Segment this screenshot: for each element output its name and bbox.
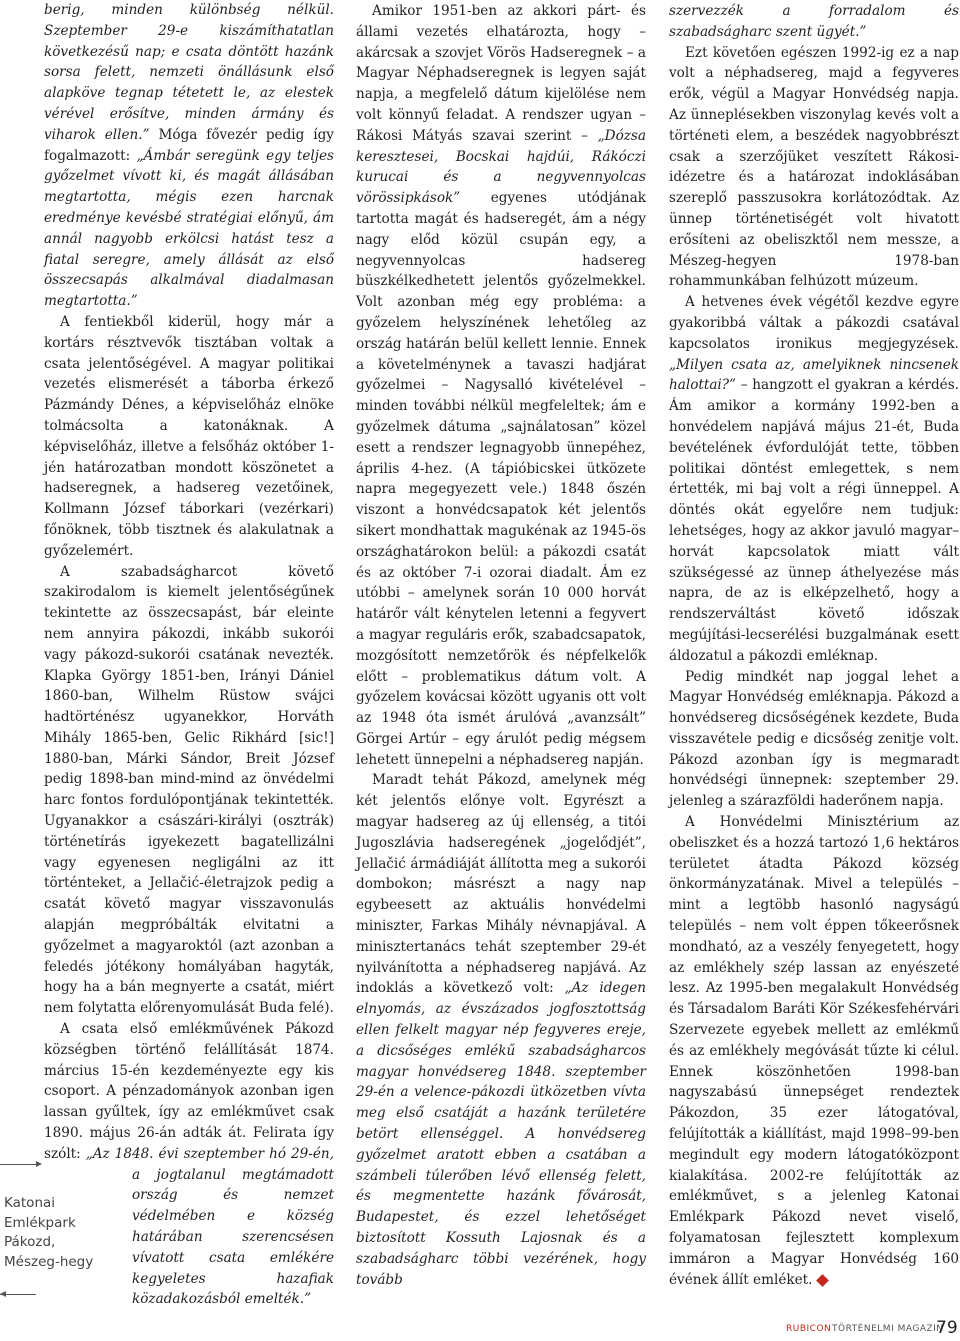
body-text: Amikor 1951-ben az akkori párt- és állami vezetés elhatározta, hogy – akárcsak a szovjet Vörös Hadseregnek – a Magyar Néphadseregnek is legyen saját napja, a megfelelő dátum kijelölése nem volt könnyű feladat. A rendszer ugyan – Rákosi Mátyás szavai szerint – [356, 3, 646, 144]
caption-line: Pákozd, [4, 1234, 56, 1250]
inscription-quote: „Az 1848. évi szeptember hó 29-én, a jogtalanul megtámadott ország és nemzet védelmében e község határában szerencsésen vívatott csata emlékére kegyeletes hazafiak közadakozásból emelték.” [85, 1145, 334, 1308]
body-text: A Honvédelmi Minisztérium az obeliszket és a hozzá tartozó 1,6 hektáros területet átadta Pákozd község önkormányzatának. Mivel a település – mint a legtöbb hasonló nagyságú település – nem volt éppen tőkeerősnek mondható, az a veszély fenyegetett, hogy az emlékhely szép lassan az enyészeté lesz. Az 1995-ben megalakult Honvédség és Társadalom Baráti Kör Székesfehérvári Szervezete egyebek mellett az emlékmű és az emlékhely megóvását tűzte ki célul. Ennek köszönhetően 1998-ban nagyszabású ünnepséget rendeztek Pákozdon, 35 ezer látogatóval, felújították a kiállítást, majd 1998–99-ben megindult egy modern látogatóközpont kialakítása. 2002-re felújították az emlékművet, s a jelenleg Katonai Emlékpark Pákozd nevet viselő, folyamatosan fejlesztett komplexum immáron a Magyar Honvédség 160 évének állít emléket. [669, 814, 959, 1288]
body-text: A hetvenes évek végétől kezdve egyre gyakoribbá váltak a pákozdi csatával kapcsolatos ironikus megjegyzések. [669, 294, 959, 352]
body-text: A csata első emlékművének Pákozd községben történő felállítását 1874. március 15-én kezdeményezte egy kis csoport. A pénzadományok azonban igen lassan gyűltek, így az emlékművet csak 1890. május 26-án adták át. Felirata így szólt: [44, 1021, 334, 1162]
body-text: egyenes utódjának tartotta magát és hadseregét, ám a négy nagy előd közül csupán egy, a negyvennyolcas hadsereg büszkélkedhetett jelentős győzelmekkel. Volt azonban még egy probléma: a győzelem helyszínének lehetőleg az ország határán belül kellett lennie. Ennek a követelménynek a tavaszi hadjárat győzelmei – Nagysalló kivételével – minden további nélkül megfeleltek; ám e győzelmek dátuma „sajnálatosan” közel esett a rendszer legnagyobb ünnepéhez, április 4-hez. (A tápióbicskei ütközete napra megegyezett vele.) 1848 őszén viszont a honvédcsapatok két jelentős sikert mondhattak magukénak az 1945-ös országhatárokon belül: a pákozdi csatát és az október 7-i ozorai diadalt. Ám ez utóbbi – amelynek során 10 000 horvát határőr vált kénytelen letenni a fegyvert a magyar reguláris erők, szabadcsapatok, mozgósított nemzetőrök és népfelkelők előtt – problematikus dátum volt. A győzelem kovácsai között ugyanis ott volt az 1948 óta ismét árulóvá „avanzsált” Görgei Artúr – egy árulót pedig mégsem lehetett ünnepelni a néphadsereg napján. [356, 190, 646, 768]
body-text: – hangzott el gyakran a kérdés. Ám amikor a kormány 1992-ben a honvédelem napjává május 21-ét, Buda bevételének évfordulóját tette, többen politikai döntést emlegettek, s nem értették, mi baj volt a régi ünneppel. A döntés okát egyelőre nem tudjuk: lehetséges, hogy az akkor javuló magyar–horvát kapcsolatok miatt vált szükségessé az ünnep áthelyezése más napra, de az is elképzelhető, hogy a rendszerváltást követő időszak megújítási-lecserélési buzgalmának esett áldozatul a pákozdi emléknap. [669, 377, 959, 664]
body-text: Maradt tehát Pákozd, amelynek még két jelentős előnye volt. Egyrészt a magyar hadsereg az új ellenség, a titói Jugoszlávia hadseregének „jogelődjét”, Jellačić ármádiáját állította meg a sukorói dombokon; másrészt a nagy nap egybeesett az aktuális honvédelmi miniszter, Farkas Mihály névnapjával. A minisztertanács tehát szeptember 29-ét nyilvánította a néphadsereg napjává. Az indoklás a következő volt: [356, 772, 646, 997]
magazine-name: TÖRTÉNELMI MAGAZIN [832, 1324, 944, 1334]
quote-text: berig, minden különbség nélkül. Szeptember 29-e kiszámíthatatlan következésű nap; e csata döntött hazánk sorsa felett, nemzeti önállásunk első alapköve tegnap tétetett le, az elestek vérével erősítve, minden ármány és viharok ellen.” [44, 2, 334, 143]
paragraph [669, 292, 959, 666]
paragraph [356, 770, 646, 1290]
image-caption [4, 1160, 114, 1282]
paragraph [669, 812, 959, 1290]
caption-line: Emlékpark [4, 1214, 76, 1231]
paragraph: Pedig mindkét nap joggal lehet a Magyar Honvédség emléknapja. Pákozd a honvédsereg dicsőségének kezdete, Buda visszavétele pedig e dicsőség zenitje volt. Pákozd azonban így is megmaradt honvédségi ünnepnek: szeptember 29. jelenleg a szárazföldi haderőnem napja. [669, 668, 959, 810]
quote-text: „Ámbár seregünk egy teljes győzelmet vívott ki, és magát állásában megtartotta, mégis ezen harcnak eredménye kevésbé stratégiai előnyű, ám annál nagyobb erkölcsi hatást tesz a fiatal seregre, amely állását az első összecsapás alkalmával diadalmasan megtartotta.” [44, 147, 334, 310]
caption-line: Katonai [4, 1195, 56, 1211]
page-number: 79 [936, 1318, 958, 1338]
quote-text: „Milyen csata az, amelyiknek nincsenek halottai?” [669, 356, 959, 394]
paragraph [44, 0, 334, 312]
paragraph: szervezzék a forradalom és szabadságharc szent ügyét.” [669, 3, 959, 40]
paragraph [356, 1, 646, 770]
article-column-3 [669, 1, 959, 1290]
paragraph: A fentiekből kiderül, hogy már a kortárs résztvevők tisztában voltak a csata jelentőségével. A magyar politikai vezetés elismerését a táborba érkező Pázmándy Dénes, a képviselőház elnöke tolmácsolta a katonáknak. A képviselőház, illetve a felsőház október 1-jén határozatban mondott köszönetet a hadseregnek, a hadsereg vezetőinek, Kollmann József táborkari (vezérkari) főnöknek, több tisztnek és alakulatnak a győzelemért. [44, 313, 334, 559]
quote-text: „Dózsa keresztesei, Bocskai hajdúi, Rákóczi kurucai és a negyvennyolcas vörössipkások” [356, 127, 646, 207]
body-text: Móga fővezér pedig így fogalmazott: [44, 126, 334, 164]
article-column-1 [44, 0, 334, 1310]
quote-text: „Az idegen elnyomás, az évszázados jogfosztottság ellen felkelt magyar nép fegyveres ereje, a dicsőséges emlékű szabadságharcos magyar honvédsereg 1848. szeptember 29-én a velence-pákozdi ütközetben vívta meg első csatáját a hazánk területére betört ellenséggel. A honvédsereg győzelmet aratott ebben a csatában a számbeli túlerőben lévő ellenség felett, és megmentette hazánk fővárosát, Budapestet, és ezzel lehetőséget biztosított Kossuth Lajosnak és a szabadságharc többi vezérének, hogy tovább [356, 980, 646, 1288]
end-mark-icon [817, 1274, 830, 1287]
magazine-brand: RUBICON [786, 1324, 832, 1334]
caption-text [4, 1160, 114, 1282]
paragraph: Ezt követően egészen 1992-ig ez a nap volt a néphadsereg, majd a fegyveres erők, végül a Magyar Honvédség napja. Az ünneplésekben viszonylag kevés volt a történeti elem, a beszédek nagyobbrészt csak a szerzőjüket veszített Rákosi-idézetre és a határozat indoklásában szereplő passzusokra korlátozódtak. Az ünnep történetiségét volt hivatott erősíteni az obeliszktől nem messze, a Mészeg-hegyen 1978-ban rohammunkában felhúzott múzeum. [669, 44, 959, 290]
paragraph: A szabadságharcot követő szakirodalom is kiemelt jelentőségűnek tekintette az összecsapást, bár eleinte nem annyira pákozdi, inkább sukorói vagy pákozd-sukorói csatának nevezték. Klapka György 1851-ben, Irányi Dániel 1860-ban, Wilhelm Rüstow svájci hadtörténész ugyanekkor, Horváth Mihály 1865-ben, Gelic Rikhárd [sic!] 1880-ban, Márki Sándor, Breit József pedig 1898-ban mind-mind az önvédelmi harc fontos fordulópontjának tekintették. Ugyanakkor a császári-királyi (osztrák) történetírás igyekezett bagatellizálni vagy egyenesen negligálni az itt történteket, a Jellačić-életrajzok pedig a csatát követő magyar visszavonulás alapján megpróbálták elvitatni a győzelmet a magyaroktól (azt azonban a feledés jótékony homályában hagyták, hogy ha a bán megnyerte a csatát, miért nem folytatta előrenyomulását Buda felé). [44, 563, 334, 1017]
page-footer [786, 1318, 956, 1338]
article-column-2 [356, 1, 646, 1290]
caption-arrow-icon [0, 1291, 6, 1297]
caption-line: Mészeg-hegy [4, 1253, 94, 1270]
